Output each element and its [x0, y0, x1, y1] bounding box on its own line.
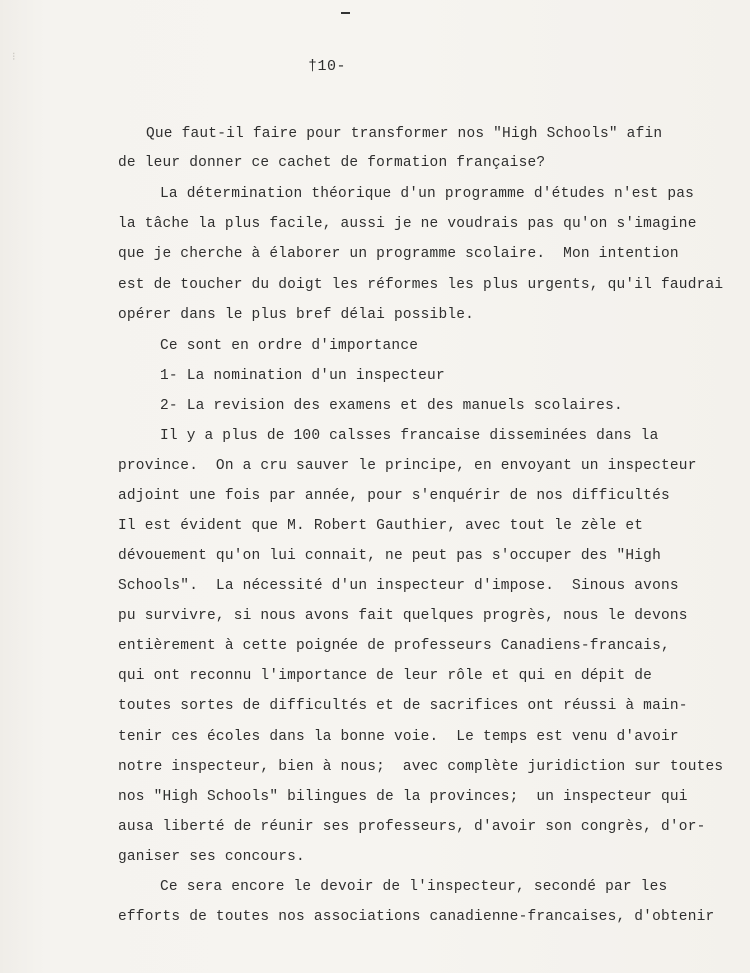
text-line: pu survivre, si nous avons fait quelques progrès, nous le devons: [118, 608, 688, 624]
text-line: efforts de toutes nos associations canadienne-francaises, d'obtenir: [118, 909, 715, 925]
text-line: ganiser ses concours.: [118, 849, 305, 865]
text-line: est de toucher du doigt les réformes les plus urgents, qu'il faudrai: [118, 277, 724, 293]
text-line: 1- La nomination d'un inspecteur: [160, 368, 445, 384]
text-line: dévouement qu'on lui connait, ne peut pas s'occuper des "High: [118, 548, 661, 564]
text-line: Il est évident que M. Robert Gauthier, avec tout le zèle et: [118, 518, 644, 534]
text-line: notre inspecteur, bien à nous; avec complète juridiction sur toutes: [118, 759, 724, 775]
text-line: opérer dans le plus bref délai possible.: [118, 307, 475, 323]
text-line: nos "High Schools" bilingues de la provinces; un inspecteur qui: [118, 789, 688, 805]
paper-mark: ⁝: [12, 50, 16, 63]
text-line: de leur donner ce cachet de formation française?: [118, 155, 546, 171]
text-line: province. On a cru sauver le principe, en envoyant un inspecteur: [118, 458, 697, 474]
text-line: tenir ces écoles dans la bonne voie. Le temps est venu d'avoir: [118, 729, 679, 745]
text-line: Schools". La nécessité d'un inspecteur d'impose. Sinous avons: [118, 578, 679, 594]
text-line: Il y a plus de 100 calsses francaise disseminées dans la: [160, 428, 659, 444]
text-line: qui ont reconnu l'importance de leur rôle et qui en dépit de: [118, 668, 653, 684]
text-line: la tâche la plus facile, aussi je ne voudrais pas qu'on s'imagine: [118, 216, 697, 232]
text-line: Ce sera encore le devoir de l'inspecteur, secondé par les: [160, 879, 668, 895]
text-line: que je cherche à élaborer un programme scolaire. Mon intention: [118, 246, 679, 262]
text-line: 2- La revision des examens et des manuels scolaires.: [160, 398, 623, 414]
text-line: Ce sont en ordre d'importance: [160, 338, 419, 354]
text-line: toutes sortes de difficultés et de sacrifices ont réussi à main-: [118, 698, 688, 714]
text-line: adjoint une fois par année, pour s'enquérir de nos difficultés: [118, 488, 670, 504]
top-dash-mark: [341, 12, 350, 14]
text-line: Que faut-il faire pour transformer nos "High Schools" afin: [146, 126, 663, 142]
text-line: La détermination théorique d'un programme d'études n'est pas: [160, 186, 695, 202]
page-number: †10-: [308, 58, 347, 75]
text-line: ausa liberté de réunir ses professeurs, d'avoir son congrès, d'or-: [118, 819, 706, 835]
text-line: entièrement à cette poignée de professeurs Canadiens-francais,: [118, 638, 670, 654]
